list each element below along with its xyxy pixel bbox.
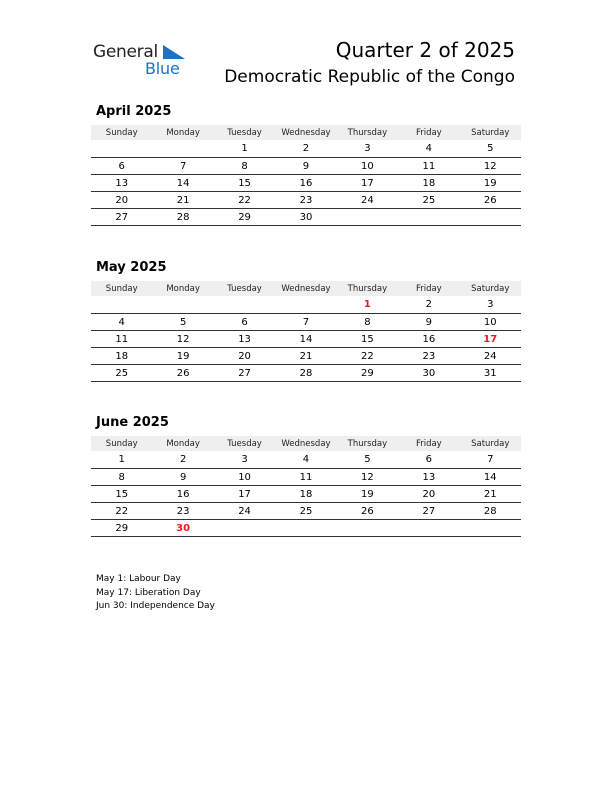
empty-day-cell	[152, 296, 213, 314]
week-row	[91, 503, 521, 520]
calendar-table	[91, 281, 521, 382]
month-calendar	[91, 103, 521, 226]
day-cell: 20	[214, 348, 275, 365]
day-cell: 28	[275, 365, 336, 382]
day-cell: 24	[337, 192, 398, 209]
month-title: May 2025	[96, 260, 167, 275]
holiday-note: May 1: Labour Day	[96, 574, 181, 584]
day-cell: 26	[460, 192, 521, 209]
empty-day-cell	[91, 140, 152, 158]
calendar-table	[91, 436, 521, 537]
day-cell: 17	[460, 331, 521, 348]
day-cell: 4	[91, 314, 152, 331]
day-cell: 18	[398, 175, 459, 192]
day-cell: 26	[152, 365, 213, 382]
weekday-header: Thursday	[337, 436, 398, 451]
day-cell: 8	[337, 314, 398, 331]
month-title: April 2025	[96, 104, 172, 119]
day-cell: 10	[337, 158, 398, 175]
page-title: Quarter 2 of 2025	[335, 38, 515, 62]
weekday-header: Wednesday	[275, 281, 336, 296]
week-row	[91, 520, 521, 537]
empty-day-cell	[460, 520, 521, 537]
day-cell: 29	[214, 209, 275, 226]
logo-text-general: General	[93, 42, 158, 62]
week-row	[91, 158, 521, 175]
holiday-note: Jun 30: Independence Day	[96, 601, 215, 611]
day-cell: 13	[398, 469, 459, 486]
day-cell: 1	[214, 140, 275, 158]
week-row	[91, 296, 521, 314]
day-cell: 30	[275, 209, 336, 226]
weekday-header: Friday	[398, 125, 459, 140]
empty-day-cell	[275, 520, 336, 537]
day-cell: 28	[152, 209, 213, 226]
generalblue-logo	[93, 41, 193, 81]
weekday-header: Sunday	[91, 125, 152, 140]
day-cell: 2	[398, 296, 459, 314]
day-cell: 12	[337, 469, 398, 486]
day-cell: 5	[152, 314, 213, 331]
page-subtitle: Democratic Republic of the Congo	[224, 67, 515, 87]
day-cell: 20	[398, 486, 459, 503]
day-cell: 25	[275, 503, 336, 520]
day-cell: 8	[91, 469, 152, 486]
day-cell: 29	[337, 365, 398, 382]
day-cell: 27	[398, 503, 459, 520]
weekday-header: Sunday	[91, 436, 152, 451]
day-cell: 3	[460, 296, 521, 314]
day-cell: 8	[214, 158, 275, 175]
day-cell: 6	[398, 451, 459, 469]
weekday-header: Sunday	[91, 281, 152, 296]
day-cell: 21	[275, 348, 336, 365]
logo-triangle-icon	[163, 45, 185, 59]
week-row	[91, 314, 521, 331]
logo-text-blue: Blue	[145, 59, 180, 78]
day-cell: 21	[460, 486, 521, 503]
week-row	[91, 365, 521, 382]
day-cell: 27	[214, 365, 275, 382]
day-cell: 11	[398, 158, 459, 175]
calendar-body	[91, 140, 521, 226]
day-cell: 21	[152, 192, 213, 209]
holiday-note: May 17: Liberation Day	[96, 587, 201, 598]
weekday-header-row	[91, 281, 521, 296]
day-cell: 14	[152, 175, 213, 192]
week-row	[91, 451, 521, 469]
day-cell: 19	[460, 175, 521, 192]
day-cell: 28	[460, 503, 521, 520]
weekday-header-row	[91, 125, 521, 140]
empty-day-cell	[337, 520, 398, 537]
day-cell: 1	[91, 451, 152, 469]
day-cell: 15	[214, 175, 275, 192]
calendar-table	[91, 125, 521, 226]
day-cell: 14	[275, 331, 336, 348]
weekday-header: Friday	[398, 281, 459, 296]
weekday-header-row	[91, 436, 521, 451]
day-cell: 19	[152, 348, 213, 365]
day-cell: 16	[152, 486, 213, 503]
day-cell: 12	[152, 331, 213, 348]
week-row	[91, 175, 521, 192]
calendar-body	[91, 451, 521, 537]
day-cell: 22	[214, 192, 275, 209]
day-cell: 4	[275, 451, 336, 469]
day-cell: 10	[460, 314, 521, 331]
day-cell: 9	[275, 158, 336, 175]
empty-day-cell	[337, 209, 398, 226]
day-cell: 22	[337, 348, 398, 365]
day-cell: 14	[460, 469, 521, 486]
empty-day-cell	[214, 296, 275, 314]
empty-day-cell	[460, 209, 521, 226]
day-cell: 12	[460, 158, 521, 175]
day-cell: 4	[398, 140, 459, 158]
day-cell: 7	[460, 451, 521, 469]
day-cell: 6	[214, 314, 275, 331]
weekday-header: Monday	[152, 125, 213, 140]
day-cell: 11	[275, 469, 336, 486]
weekday-header: Friday	[398, 436, 459, 451]
day-cell: 7	[152, 158, 213, 175]
day-cell: 25	[91, 365, 152, 382]
day-cell: 5	[337, 451, 398, 469]
day-cell: 5	[460, 140, 521, 158]
day-cell: 18	[275, 486, 336, 503]
empty-day-cell	[214, 520, 275, 537]
day-cell: 25	[398, 192, 459, 209]
day-cell: 29	[91, 520, 152, 537]
month-title: June 2025	[96, 415, 169, 430]
day-cell: 2	[275, 140, 336, 158]
day-cell: 26	[337, 503, 398, 520]
holiday-notes	[96, 573, 215, 614]
day-cell: 24	[214, 503, 275, 520]
month-calendar	[91, 414, 521, 537]
day-cell: 9	[152, 469, 213, 486]
calendar-body	[91, 296, 521, 382]
day-cell: 1	[337, 296, 398, 314]
day-cell: 30	[398, 365, 459, 382]
weekday-header: Tuesday	[214, 436, 275, 451]
weekday-header: Saturday	[460, 436, 521, 451]
day-cell: 15	[91, 486, 152, 503]
day-cell: 6	[91, 158, 152, 175]
day-cell: 18	[91, 348, 152, 365]
weekday-header: Thursday	[337, 125, 398, 140]
week-row	[91, 331, 521, 348]
day-cell: 7	[275, 314, 336, 331]
day-cell: 30	[152, 520, 213, 537]
day-cell: 11	[91, 331, 152, 348]
empty-day-cell	[275, 296, 336, 314]
day-cell: 10	[214, 469, 275, 486]
day-cell: 16	[398, 331, 459, 348]
empty-day-cell	[152, 140, 213, 158]
day-cell: 3	[337, 140, 398, 158]
weekday-header: Tuesday	[214, 281, 275, 296]
empty-day-cell	[398, 520, 459, 537]
week-row	[91, 209, 521, 226]
day-cell: 31	[460, 365, 521, 382]
week-row	[91, 469, 521, 486]
day-cell: 13	[91, 175, 152, 192]
day-cell: 27	[91, 209, 152, 226]
day-cell: 15	[337, 331, 398, 348]
day-cell: 23	[275, 192, 336, 209]
weekday-header: Wednesday	[275, 125, 336, 140]
empty-day-cell	[398, 209, 459, 226]
day-cell: 20	[91, 192, 152, 209]
day-cell: 13	[214, 331, 275, 348]
day-cell: 17	[214, 486, 275, 503]
day-cell: 22	[91, 503, 152, 520]
day-cell: 23	[398, 348, 459, 365]
weekday-header: Saturday	[460, 281, 521, 296]
weekday-header: Tuesday	[214, 125, 275, 140]
empty-day-cell	[91, 296, 152, 314]
day-cell: 2	[152, 451, 213, 469]
day-cell: 16	[275, 175, 336, 192]
weekday-header: Thursday	[337, 281, 398, 296]
day-cell: 9	[398, 314, 459, 331]
week-row	[91, 348, 521, 365]
day-cell: 24	[460, 348, 521, 365]
day-cell: 19	[337, 486, 398, 503]
week-row	[91, 486, 521, 503]
weekday-header: Monday	[152, 436, 213, 451]
month-calendar	[91, 259, 521, 382]
weekday-header: Monday	[152, 281, 213, 296]
week-row	[91, 192, 521, 209]
day-cell: 17	[337, 175, 398, 192]
day-cell: 23	[152, 503, 213, 520]
day-cell: 3	[214, 451, 275, 469]
week-row	[91, 140, 521, 158]
weekday-header: Saturday	[460, 125, 521, 140]
weekday-header: Wednesday	[275, 436, 336, 451]
